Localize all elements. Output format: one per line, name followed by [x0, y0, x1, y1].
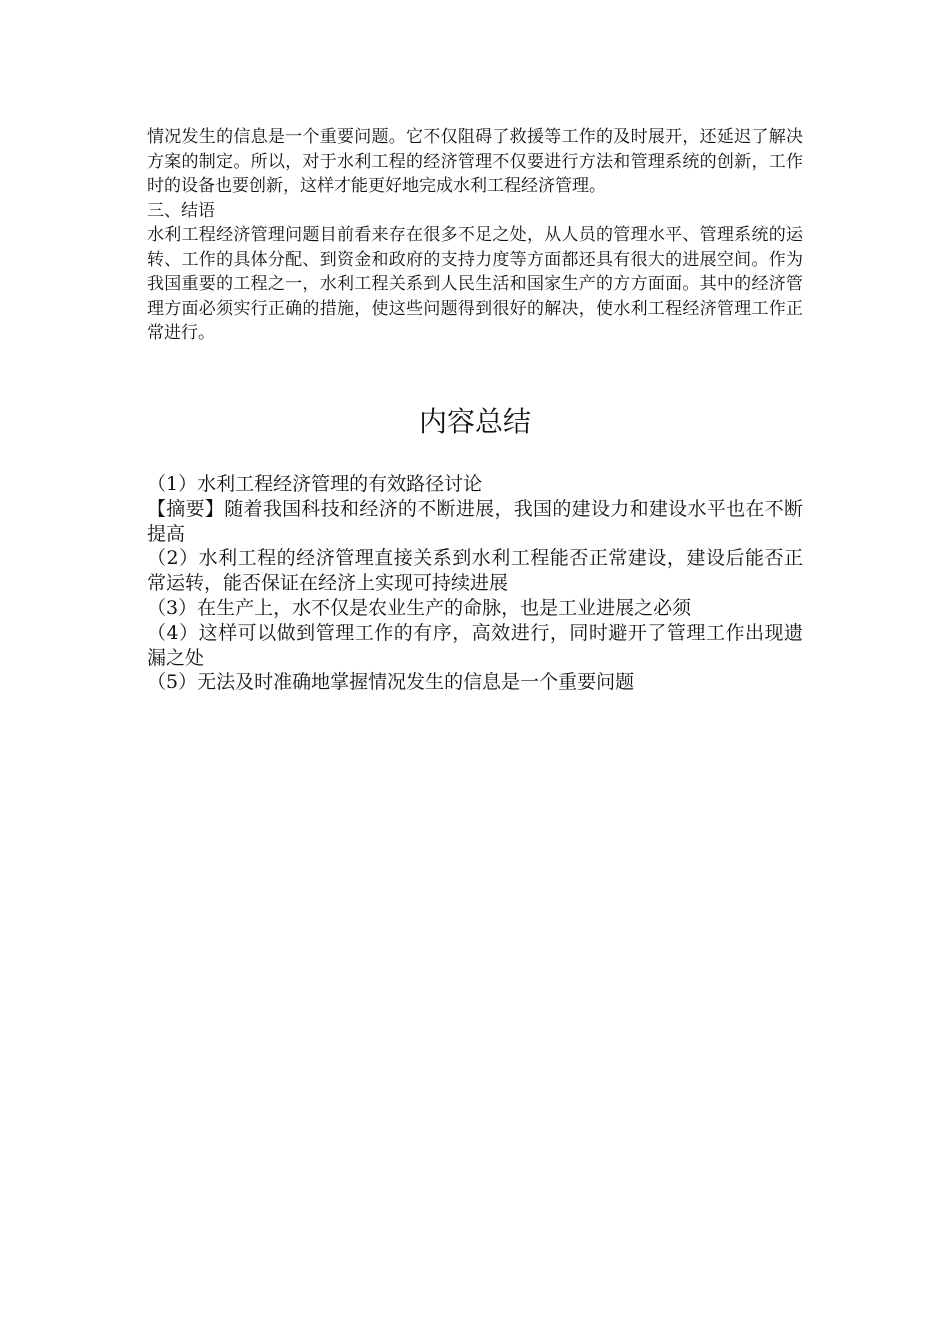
conclusion-paragraph: 水利工程经济管理问题目前看来存在很多不足之处，从人员的管理水平、管理系统的运转、工作的具体分配、到资金和政府的支持力度等方面都还具有很大的进展空间。作为我国重要的工程之一，水利工程关系到人民生活和国家生产的方方面面。其中的经济管理方面必须实行正确的措施，使这些问题得到很好的解决，使水利工程经济管理工作正常进行。 — [147, 225, 803, 343]
body-text-block — [147, 125, 803, 346]
summary-list — [147, 472, 803, 695]
summary-item: 【摘要】随着我国科技和经济的不断进展，我国的建设力和建设水平也在不断提高 — [147, 497, 803, 545]
summary-item: （5）无法及时准确地掌握情况发生的信息是一个重要问题 — [147, 671, 635, 694]
intro-paragraph: 情况发生的信息是一个重要问题。它不仅阻碍了救援等工作的及时展开，还延迟了解决方案的制定。所以，对于水利工程的经济管理不仅要进行方法和管理系统的创新，工作时的设备也要创新，这样才能更好地完成水利工程经济管理。 — [147, 127, 803, 196]
summary-item: （1）水利工程经济管理的有效路径讨论 — [147, 473, 483, 495]
summary-item: （2）水利工程的经济管理直接关系到水利工程能否正常建设，建设后能否正常运转，能否保证在经济上实现可持续进展 — [147, 547, 803, 595]
summary-title: 内容总结 — [418, 405, 531, 438]
summary-item: （4）这样可以做到管理工作的有序，高效进行，同时避开了管理工作出现遗漏之处 — [147, 621, 803, 669]
summary-item: （3）在生产上，水不仅是农业生产的命脉，也是工业进展之必须 — [147, 596, 692, 619]
section-heading: 三、结语 — [147, 200, 215, 221]
